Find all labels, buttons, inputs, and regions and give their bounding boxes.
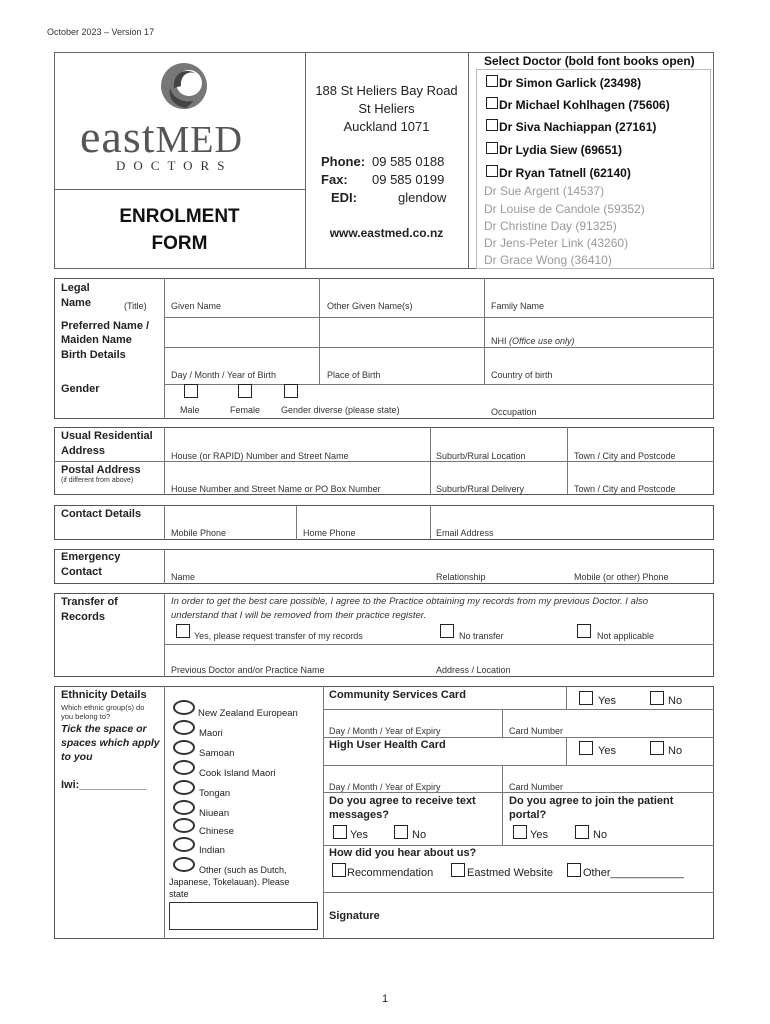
csc-expiry-field[interactable]: Day / Month / Year of Expiry	[329, 726, 441, 736]
ethnicity-radio-other[interactable]	[173, 857, 195, 872]
csc-card-number-field[interactable]: Card Number	[509, 726, 564, 736]
portal-no-label: No	[593, 829, 608, 841]
consent-text-1: In order to get the best care possible, I agree to the Practice obtaining my records from my previous Doctor. I also	[171, 596, 648, 607]
postal-address-label: Postal Address	[61, 464, 141, 476]
recommendation-checkbox[interactable]	[332, 863, 346, 877]
other-given-names-field[interactable]: Other Given Name(s)	[327, 301, 413, 311]
home-phone-field[interactable]: Home Phone	[303, 528, 356, 538]
recommendation-label: Recommendation	[347, 867, 434, 879]
emergency-name-field[interactable]: Name	[171, 572, 196, 582]
doctor-option-5: Dr Ryan Tatnell (62140)	[499, 166, 631, 180]
no-transfer-label: No transfer	[459, 631, 504, 641]
ethnicity-radio-1[interactable]	[173, 700, 195, 715]
not-applicable-label: Not applicable	[597, 631, 655, 641]
no-transfer-checkbox[interactable]	[440, 624, 454, 638]
nhi-field[interactable]: NHI	[491, 336, 507, 346]
huhc-expiry-field[interactable]: Day / Month / Year of Expiry	[329, 782, 441, 792]
preferred-name-label: Preferred Name /	[61, 320, 150, 332]
ethnicity-radio-7[interactable]	[173, 818, 195, 833]
website-label: Eastmed Website	[467, 867, 554, 879]
other-label[interactable]: Other____________	[583, 867, 684, 879]
portal-yes-label: Yes	[530, 829, 548, 841]
form-title-1: ENROLMENT	[119, 206, 240, 227]
doctor-checkbox-1[interactable]	[486, 75, 498, 87]
doctor-closed-3: Dr Christine Day (91325)	[484, 219, 617, 233]
female-checkbox[interactable]	[238, 384, 252, 398]
ethnicity-heading: Ethnicity Details	[61, 689, 147, 701]
ethnicity-radio-4[interactable]	[173, 760, 195, 775]
postal-note: (if different from above)	[61, 477, 134, 484]
phone-value: 09 585 0188	[372, 154, 445, 169]
mobile-phone-field[interactable]: Mobile Phone	[171, 528, 227, 538]
huhc-yes-label: Yes	[598, 745, 616, 757]
gender-label: Gender	[61, 383, 100, 395]
logo	[78, 58, 288, 173]
ethnicity-option-6: Niuean	[199, 808, 230, 819]
csc-yes-checkbox[interactable]	[579, 691, 593, 705]
doctor-checkbox-4[interactable]	[486, 142, 498, 154]
postal-suburb-field[interactable]: Suburb/Rural Delivery	[436, 484, 525, 494]
doctor-checkbox-2[interactable]	[486, 97, 498, 109]
doctor-closed-1: Dr Sue Argent (14537)	[484, 184, 605, 198]
tick-instruction-1: Tick the space or	[61, 723, 147, 735]
female-label: Female	[230, 405, 261, 415]
ethnicity-other-3: state	[169, 889, 189, 899]
logo-med: MED	[155, 119, 243, 161]
page-number: 1	[381, 993, 389, 1005]
text-no-label: No	[412, 829, 427, 841]
contact-label: Contact	[61, 566, 102, 578]
huhc-no-label: No	[668, 745, 683, 757]
form-title-2: FORM	[151, 233, 208, 254]
fax-value: 09 585 0199	[372, 172, 445, 187]
phone-label: Phone:	[321, 154, 366, 169]
family-name-field[interactable]: Family Name	[491, 301, 545, 311]
fax-label: Fax:	[321, 172, 348, 187]
gender-diverse-checkbox[interactable]	[284, 384, 298, 398]
clinic-address-3: Auckland 1071	[343, 119, 430, 134]
suburb-field[interactable]: Suburb/Rural Location	[436, 451, 526, 461]
occupation-field[interactable]: Occupation	[491, 407, 537, 417]
csc-yes-label: Yes	[598, 695, 616, 707]
ethnicity-sub-1: Which ethnic group(s) do	[61, 703, 145, 712]
csc-no-checkbox[interactable]	[650, 691, 664, 705]
doctor-checkbox-5[interactable]	[486, 165, 498, 177]
male-checkbox[interactable]	[184, 384, 198, 398]
community-services-card-label: Community Services Card	[329, 689, 466, 701]
usual-residential-label: Usual Residential	[61, 430, 153, 442]
huhc-card-number-field[interactable]: Card Number	[509, 782, 564, 792]
birth-details-label: Birth Details	[61, 349, 126, 361]
ethnicity-option-5: Tongan	[199, 788, 231, 799]
text-messages-question-1: Do you agree to receive text	[329, 795, 476, 807]
doctor-option-2: Dr Michael Kohlhagen (75606)	[499, 98, 670, 112]
ethnicity-radio-8[interactable]	[173, 837, 195, 852]
csc-no-label: No	[668, 695, 683, 707]
records-label: Records	[61, 611, 106, 623]
doctor-option-3: Dr Siva Nachiappan (27161)	[499, 120, 657, 134]
transfer-yes-checkbox[interactable]	[176, 624, 190, 638]
edi-label: EDI:	[331, 190, 357, 205]
legal-name-label: Legal Name	[61, 282, 91, 309]
ethnicity-radio-5[interactable]	[173, 780, 195, 795]
ethnicity-option-1: New Zealand European	[198, 708, 298, 719]
ethnicity-option-3: Samoan	[199, 748, 235, 759]
gender-diverse-label[interactable]: Gender diverse (please state)	[281, 405, 400, 415]
ethnicity-sub-2: you belong to?	[61, 712, 111, 721]
transfer-of-label: Transfer of	[61, 596, 118, 608]
text-yes-label: Yes	[350, 829, 368, 841]
previous-address-field[interactable]: Address / Location	[436, 665, 511, 675]
logo-east: east	[80, 111, 156, 162]
signature-field[interactable]: Signature	[329, 910, 380, 922]
nhi-note: (Office use only)	[509, 336, 575, 346]
personal-details-table	[54, 278, 714, 419]
portal-no-checkbox[interactable]	[575, 825, 589, 839]
iwi-field[interactable]: Iwi:___________	[61, 779, 147, 791]
doctor-closed-4: Dr Jens-Peter Link (43260)	[484, 236, 629, 250]
given-name-field[interactable]: Given Name	[171, 301, 222, 311]
website-checkbox[interactable]	[451, 863, 465, 877]
postal-town-field[interactable]: Town / City and Postcode	[574, 484, 676, 494]
tick-instruction-2: spaces which apply	[61, 737, 160, 749]
clinic-address-2: St Heliers	[358, 101, 415, 116]
huhc-no-checkbox[interactable]	[650, 741, 664, 755]
ethnicity-other-2: Japanese, Tokelauan). Please	[169, 877, 290, 887]
ethnicity-other-1: Other (such as Dutch,	[199, 865, 287, 875]
male-label: Male	[180, 405, 200, 415]
ethnicity-option-4: Cook Island Maori	[199, 768, 276, 779]
maiden-name-label: Maiden Name	[61, 334, 132, 346]
not-applicable-checkbox[interactable]	[577, 624, 591, 638]
tick-instruction-3: to you	[61, 751, 93, 763]
ethnicity-option-7: Chinese	[199, 826, 234, 837]
date-of-birth-field[interactable]: Day / Month / Year of Birth	[171, 370, 277, 380]
contact-details-table	[54, 505, 714, 540]
select-doctor-heading: Select Doctor (bold font books open)	[484, 54, 695, 68]
doctor-checkbox-3[interactable]	[486, 119, 498, 131]
email-field[interactable]: Email Address	[436, 528, 494, 538]
text-no-checkbox[interactable]	[394, 825, 408, 839]
doctor-option-1: Dr Simon Garlick (23498)	[499, 76, 642, 90]
other-checkbox[interactable]	[567, 863, 581, 877]
portal-yes-checkbox[interactable]	[513, 825, 527, 839]
portal-question-2: portal?	[509, 809, 547, 821]
ethnicity-radio-2[interactable]	[173, 720, 195, 735]
country-of-birth-field[interactable]: Country of birth	[491, 370, 553, 380]
doctor-closed-5: Dr Grace Wong (36410)	[484, 253, 612, 267]
contact-details-label: Contact Details	[61, 508, 142, 520]
version-label: October 2023 – Version 17	[47, 27, 155, 37]
street-field[interactable]: House (or RAPID) Number and Street Name	[171, 451, 349, 461]
consent-text-2: understand that I will be removed from their practice register.	[171, 610, 427, 621]
emergency-phone-field[interactable]: Mobile (or other) Phone	[574, 572, 669, 582]
ethnicity-radio-6[interactable]	[173, 800, 195, 815]
logo-doctors: DOCTORS	[116, 158, 233, 173]
ethnicity-option-2: Maori	[199, 728, 223, 739]
ethnicity-radio-3[interactable]	[173, 740, 195, 755]
doctor-closed-2: Dr Louise de Candole (59352)	[484, 202, 645, 216]
text-messages-question-2: messages?	[329, 809, 389, 821]
relationship-field[interactable]: Relationship	[436, 572, 486, 582]
doctor-option-4: Dr Lydia Siew (69651)	[499, 143, 622, 157]
address-label: Address	[61, 445, 106, 457]
ethnicity-other-input[interactable]	[169, 902, 318, 930]
high-user-health-card-label: High User Health Card	[329, 739, 446, 751]
emergency-label: Emergency	[61, 551, 121, 563]
previous-doctor-field[interactable]: Previous Doctor and/or Practice Name	[171, 665, 325, 675]
title-label: (Title)	[124, 301, 147, 311]
place-of-birth-field[interactable]: Place of Birth	[327, 370, 381, 380]
ethnicity-option-8: Indian	[199, 845, 225, 856]
clinic-address-1: 188 St Heliers Bay Road	[315, 83, 458, 98]
hear-about-us-question: How did you hear about us?	[329, 847, 477, 859]
huhc-yes-checkbox[interactable]	[579, 741, 593, 755]
portal-question-1: Do you agree to join the patient	[509, 795, 674, 807]
town-field[interactable]: Town / City and Postcode	[574, 451, 676, 461]
postal-street-field[interactable]: House Number and Street Name or PO Box Number	[171, 484, 381, 494]
website-link[interactable]: www.eastmed.co.nz	[329, 226, 444, 240]
transfer-yes-label: Yes, please request transfer of my records	[194, 631, 363, 641]
edi-value: glendow	[398, 190, 447, 205]
text-yes-checkbox[interactable]	[333, 825, 347, 839]
